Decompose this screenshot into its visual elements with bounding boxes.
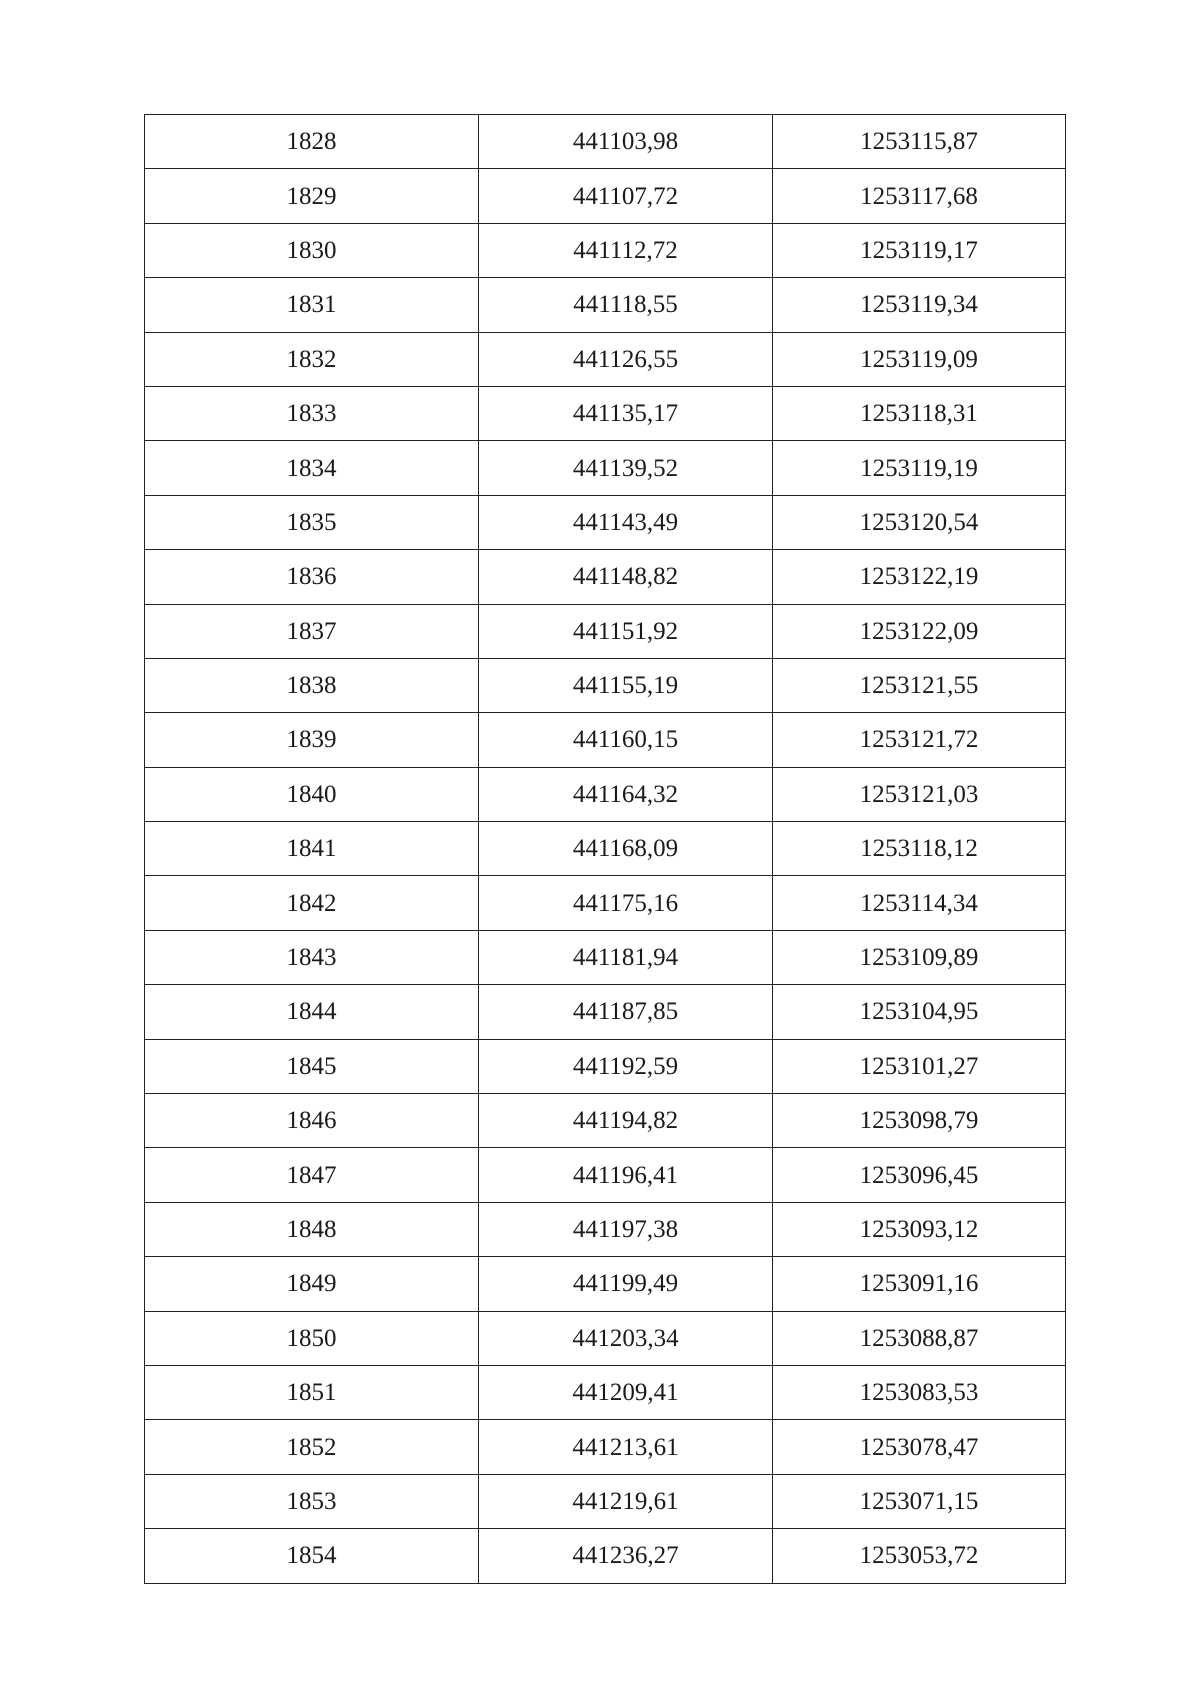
point-number-cell: 1832 xyxy=(145,332,479,386)
y-coordinate-cell: 1253083,53 xyxy=(773,1365,1066,1419)
y-coordinate-cell: 1253091,16 xyxy=(773,1257,1066,1311)
table-row xyxy=(145,876,1066,930)
table-row xyxy=(145,1202,1066,1256)
table-row xyxy=(145,169,1066,223)
y-coordinate-cell: 1253121,55 xyxy=(773,658,1066,712)
y-coordinate-cell: 1253120,54 xyxy=(773,495,1066,549)
table-row xyxy=(145,550,1066,604)
coordinates-table xyxy=(144,114,1066,1584)
table-row xyxy=(145,223,1066,277)
y-coordinate-cell: 1253078,47 xyxy=(773,1420,1066,1474)
x-coordinate-cell: 441181,94 xyxy=(479,930,773,984)
x-coordinate-cell: 441164,32 xyxy=(479,767,773,821)
x-coordinate-cell: 441126,55 xyxy=(479,332,773,386)
table-row xyxy=(145,115,1066,169)
x-coordinate-cell: 441107,72 xyxy=(479,169,773,223)
y-coordinate-cell: 1253098,79 xyxy=(773,1094,1066,1148)
table-row xyxy=(145,1257,1066,1311)
table-row xyxy=(145,386,1066,440)
y-coordinate-cell: 1253053,72 xyxy=(773,1529,1066,1583)
point-number-cell: 1836 xyxy=(145,550,479,604)
point-number-cell: 1848 xyxy=(145,1202,479,1256)
point-number-cell: 1846 xyxy=(145,1094,479,1148)
y-coordinate-cell: 1253088,87 xyxy=(773,1311,1066,1365)
table-row xyxy=(145,278,1066,332)
y-coordinate-cell: 1253104,95 xyxy=(773,985,1066,1039)
x-coordinate-cell: 441219,61 xyxy=(479,1474,773,1528)
y-coordinate-cell: 1253093,12 xyxy=(773,1202,1066,1256)
y-coordinate-cell: 1253096,45 xyxy=(773,1148,1066,1202)
y-coordinate-cell: 1253118,31 xyxy=(773,386,1066,440)
table-row xyxy=(145,1094,1066,1148)
point-number-cell: 1829 xyxy=(145,169,479,223)
table-row xyxy=(145,930,1066,984)
table-row xyxy=(145,822,1066,876)
x-coordinate-cell: 441118,55 xyxy=(479,278,773,332)
point-number-cell: 1851 xyxy=(145,1365,479,1419)
table-row xyxy=(145,1474,1066,1528)
y-coordinate-cell: 1253121,03 xyxy=(773,767,1066,821)
point-number-cell: 1850 xyxy=(145,1311,479,1365)
point-number-cell: 1830 xyxy=(145,223,479,277)
x-coordinate-cell: 441143,49 xyxy=(479,495,773,549)
table-row xyxy=(145,1420,1066,1474)
point-number-cell: 1838 xyxy=(145,658,479,712)
y-coordinate-cell: 1253114,34 xyxy=(773,876,1066,930)
point-number-cell: 1843 xyxy=(145,930,479,984)
x-coordinate-cell: 441209,41 xyxy=(479,1365,773,1419)
x-coordinate-cell: 441197,38 xyxy=(479,1202,773,1256)
table-row xyxy=(145,604,1066,658)
point-number-cell: 1842 xyxy=(145,876,479,930)
x-coordinate-cell: 441151,92 xyxy=(479,604,773,658)
y-coordinate-cell: 1253122,09 xyxy=(773,604,1066,658)
point-number-cell: 1844 xyxy=(145,985,479,1039)
y-coordinate-cell: 1253117,68 xyxy=(773,169,1066,223)
table-row xyxy=(145,1311,1066,1365)
x-coordinate-cell: 441139,52 xyxy=(479,441,773,495)
table-row xyxy=(145,713,1066,767)
x-coordinate-cell: 441236,27 xyxy=(479,1529,773,1583)
x-coordinate-cell: 441155,19 xyxy=(479,658,773,712)
table-row xyxy=(145,767,1066,821)
y-coordinate-cell: 1253109,89 xyxy=(773,930,1066,984)
table-row xyxy=(145,658,1066,712)
x-coordinate-cell: 441160,15 xyxy=(479,713,773,767)
x-coordinate-cell: 441187,85 xyxy=(479,985,773,1039)
point-number-cell: 1828 xyxy=(145,115,479,169)
point-number-cell: 1852 xyxy=(145,1420,479,1474)
y-coordinate-cell: 1253121,72 xyxy=(773,713,1066,767)
x-coordinate-cell: 441213,61 xyxy=(479,1420,773,1474)
table-row xyxy=(145,332,1066,386)
table-row xyxy=(145,1365,1066,1419)
y-coordinate-cell: 1253118,12 xyxy=(773,822,1066,876)
table-row xyxy=(145,495,1066,549)
x-coordinate-cell: 441135,17 xyxy=(479,386,773,440)
y-coordinate-cell: 1253119,19 xyxy=(773,441,1066,495)
x-coordinate-cell: 441112,72 xyxy=(479,223,773,277)
x-coordinate-cell: 441148,82 xyxy=(479,550,773,604)
point-number-cell: 1854 xyxy=(145,1529,479,1583)
point-number-cell: 1837 xyxy=(145,604,479,658)
x-coordinate-cell: 441203,34 xyxy=(479,1311,773,1365)
y-coordinate-cell: 1253119,09 xyxy=(773,332,1066,386)
table-row xyxy=(145,1148,1066,1202)
x-coordinate-cell: 441199,49 xyxy=(479,1257,773,1311)
point-number-cell: 1835 xyxy=(145,495,479,549)
point-number-cell: 1841 xyxy=(145,822,479,876)
point-number-cell: 1840 xyxy=(145,767,479,821)
point-number-cell: 1845 xyxy=(145,1039,479,1093)
point-number-cell: 1849 xyxy=(145,1257,479,1311)
y-coordinate-cell: 1253071,15 xyxy=(773,1474,1066,1528)
table-row xyxy=(145,1529,1066,1583)
point-number-cell: 1831 xyxy=(145,278,479,332)
coordinates-table-body xyxy=(145,115,1066,1584)
x-coordinate-cell: 441194,82 xyxy=(479,1094,773,1148)
x-coordinate-cell: 441196,41 xyxy=(479,1148,773,1202)
y-coordinate-cell: 1253101,27 xyxy=(773,1039,1066,1093)
table-row xyxy=(145,985,1066,1039)
y-coordinate-cell: 1253119,34 xyxy=(773,278,1066,332)
point-number-cell: 1833 xyxy=(145,386,479,440)
x-coordinate-cell: 441175,16 xyxy=(479,876,773,930)
x-coordinate-cell: 441168,09 xyxy=(479,822,773,876)
x-coordinate-cell: 441103,98 xyxy=(479,115,773,169)
y-coordinate-cell: 1253122,19 xyxy=(773,550,1066,604)
table-row xyxy=(145,441,1066,495)
table-row xyxy=(145,1039,1066,1093)
point-number-cell: 1847 xyxy=(145,1148,479,1202)
y-coordinate-cell: 1253119,17 xyxy=(773,223,1066,277)
y-coordinate-cell: 1253115,87 xyxy=(773,115,1066,169)
point-number-cell: 1834 xyxy=(145,441,479,495)
point-number-cell: 1853 xyxy=(145,1474,479,1528)
x-coordinate-cell: 441192,59 xyxy=(479,1039,773,1093)
point-number-cell: 1839 xyxy=(145,713,479,767)
